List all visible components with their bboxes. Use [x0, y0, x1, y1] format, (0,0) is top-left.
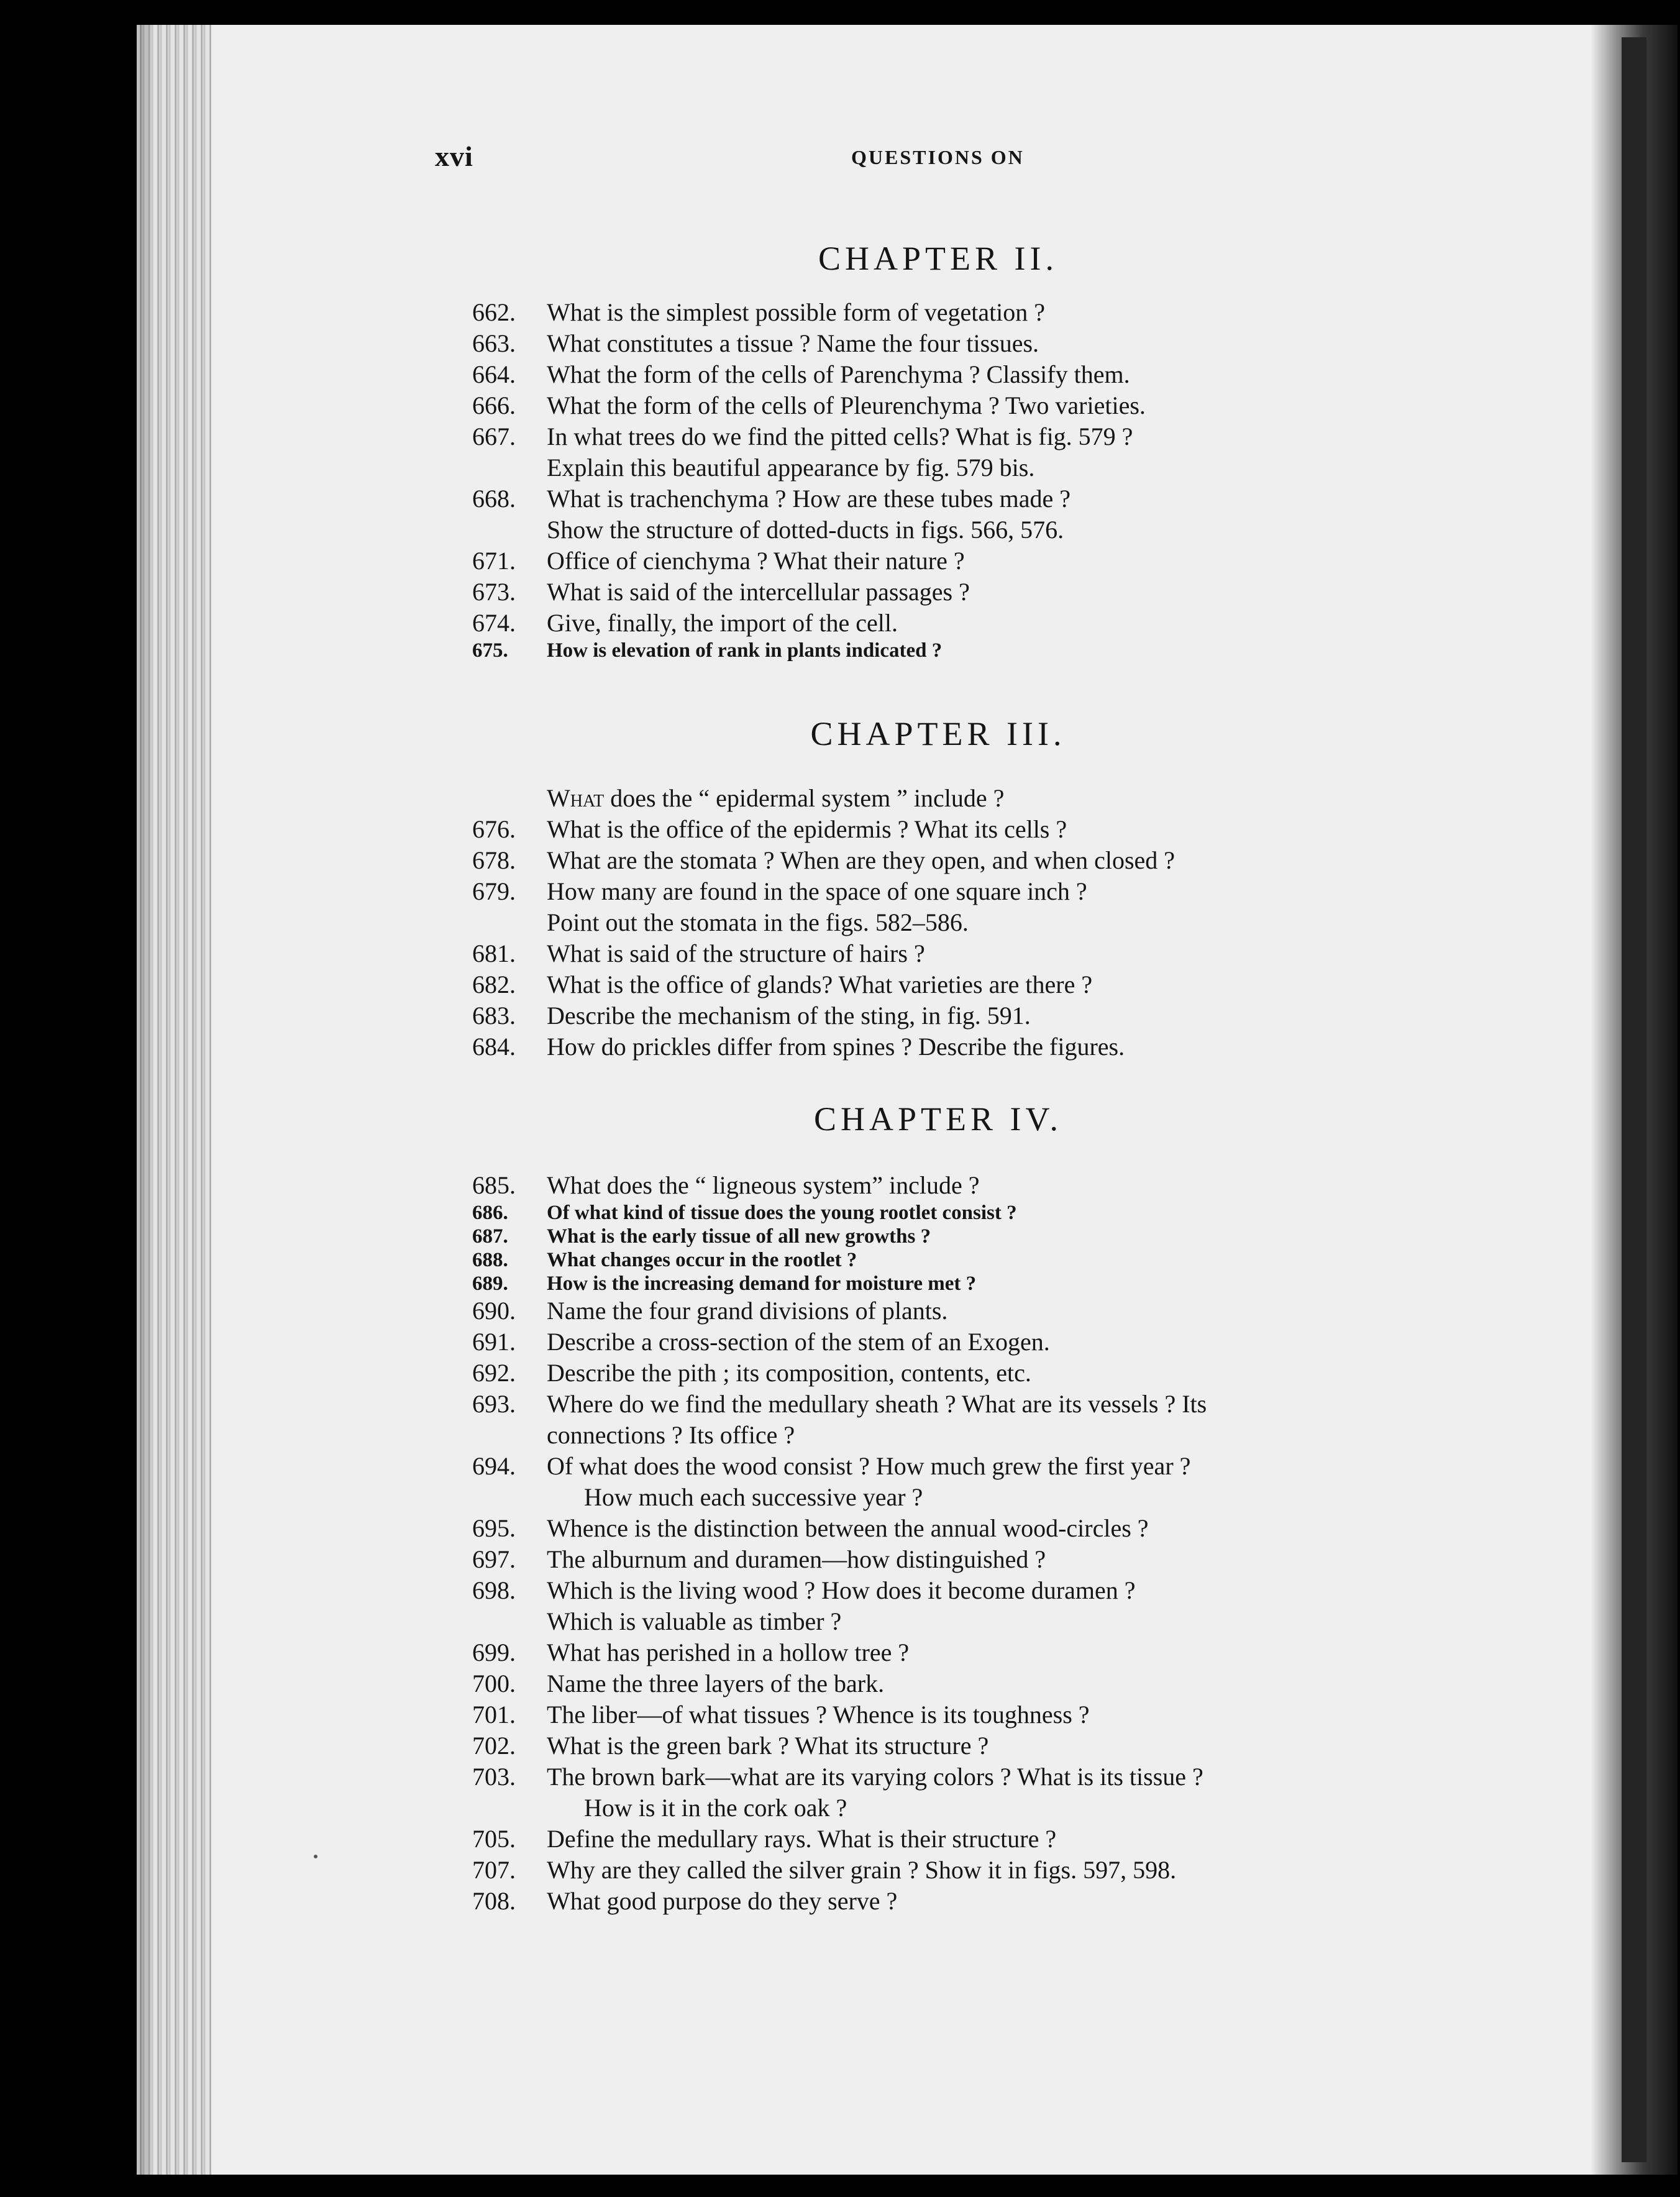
question-number: 702.: [472, 1732, 516, 1760]
question-line: [472, 938, 1466, 969]
question-text: What is the green bark ? What its structure ?: [547, 1732, 989, 1760]
question-line: [472, 639, 1466, 662]
page-edges: [137, 25, 211, 2175]
question-number: 678.: [472, 846, 516, 874]
question-continuation: [472, 452, 1466, 483]
question-number: 703.: [472, 1763, 516, 1791]
question-line: [472, 1513, 1466, 1544]
question-number: 676.: [472, 815, 516, 843]
question-line: [472, 390, 1466, 421]
chapter-2-heading: CHAPTER II.: [818, 240, 1058, 277]
question-text: What is trachenchyma ? How are these tubes made ?: [547, 485, 1071, 513]
question-line: [472, 328, 1466, 359]
question-line: [472, 546, 1466, 577]
question-continuation: [472, 1420, 1466, 1451]
question-line: [472, 421, 1466, 452]
question-line: [472, 1575, 1466, 1606]
question-number: 695.: [472, 1514, 516, 1542]
question-line: [472, 1855, 1466, 1886]
question-line: [472, 297, 1466, 328]
question-text: Of what does the wood consist ? How much grew the first year ?: [547, 1452, 1191, 1480]
question-number: 687.: [472, 1225, 508, 1248]
intro-lead-word: What: [547, 784, 605, 812]
question-text: connections ? Its office ?: [547, 1421, 795, 1449]
question-line: [472, 1248, 1466, 1272]
question-number: 668.: [472, 485, 516, 513]
question-text: How is elevation of rank in plants indicated ?: [547, 639, 943, 662]
question-text: What is said of the structure of hairs ?: [547, 939, 925, 967]
question-line: [472, 814, 1466, 845]
page-header: [435, 140, 1429, 177]
question-text: Name the four grand divisions of plants.: [547, 1297, 948, 1325]
question-continuation: [472, 907, 1466, 938]
question-text: The liber—of what tissues ? Whence is its toughness ?: [547, 1701, 1090, 1729]
question-line: [472, 1272, 1466, 1295]
question-text: Define the medullary rays. What is their structure ?: [547, 1825, 1057, 1853]
question-text: What is the simplest possible form of vegetation ?: [547, 298, 1046, 326]
question-line: [472, 1295, 1466, 1327]
question-number: 671.: [472, 547, 516, 575]
running-head: QUESTIONS ON: [851, 146, 1025, 168]
question-number: 688.: [472, 1249, 508, 1271]
question-number: 705.: [472, 1825, 516, 1853]
question-line: [472, 1327, 1466, 1358]
question-text: Where do we find the medullary sheath ? What are its vessels ? Its: [547, 1390, 1207, 1418]
question-number: 685.: [472, 1171, 516, 1199]
question-number: 682.: [472, 971, 516, 998]
question-text: The alburnum and duramen—how distinguished ?: [547, 1545, 1046, 1573]
question-number: 699.: [472, 1638, 516, 1666]
question-number: 692.: [472, 1359, 516, 1387]
question-line: [472, 608, 1466, 639]
question-continuation: [472, 1606, 1466, 1637]
question-text: Describe the mechanism of the sting, in fig. 591.: [547, 1002, 1031, 1030]
question-line: [472, 1225, 1466, 1248]
question-number: 681.: [472, 939, 516, 967]
question-text: How many are found in the space of one square inch ?: [547, 877, 1087, 905]
chapter-2-questions: [472, 297, 1466, 662]
question-line: [472, 1201, 1466, 1225]
question-text: What good purpose do they serve ?: [547, 1887, 898, 1915]
question-number: 691.: [472, 1328, 516, 1356]
question-line: [472, 1761, 1466, 1793]
question-number: 686.: [472, 1202, 508, 1224]
chapter-4-heading: CHAPTER IV.: [813, 1100, 1063, 1138]
question-text: Why are they called the silver grain ? Show it in figs. 597, 598.: [547, 1856, 1177, 1884]
question-text: What is the office of glands? What varieties are there ?: [547, 971, 1093, 998]
question-line: [472, 1730, 1466, 1761]
question-number: 698.: [472, 1576, 516, 1604]
print-speck: [314, 1855, 317, 1858]
chapter-3-questions: [472, 783, 1466, 1062]
question-text: Describe the pith ; its composition, contents, etc.: [547, 1359, 1031, 1387]
question-text: How much each successive year ?: [584, 1483, 923, 1511]
question-line: [472, 1389, 1466, 1420]
question-line: [472, 1668, 1466, 1699]
question-text: What the form of the cells of Pleurenchyma ? Two varieties.: [547, 391, 1146, 419]
question-number: 690.: [472, 1297, 516, 1325]
chapter-3-intro: [472, 783, 1466, 814]
question-text: What the form of the cells of Parenchyma ? Classify them.: [547, 360, 1130, 388]
question-text: Which is the living wood ? How does it become duramen ?: [547, 1576, 1136, 1604]
question-text: Show the structure of dotted-ducts in figs. 566, 576.: [547, 516, 1064, 544]
question-line: [472, 577, 1466, 608]
question-line: [472, 876, 1466, 907]
question-number: 708.: [472, 1887, 516, 1915]
question-line: [472, 359, 1466, 390]
question-number: 693.: [472, 1390, 516, 1418]
question-line: [472, 1031, 1466, 1062]
question-text: Of what kind of tissue does the young rootlet consist ?: [547, 1202, 1017, 1224]
question-text: Give, finally, the import of the cell.: [547, 609, 898, 637]
question-text: Describe a cross-section of the stem of an Exogen.: [547, 1328, 1050, 1356]
question-number: 664.: [472, 360, 516, 388]
question-number: 667.: [472, 422, 516, 450]
question-text: Point out the stomata in the figs. 582–586.: [547, 908, 969, 936]
question-number: 694.: [472, 1452, 516, 1480]
question-number: 684.: [472, 1033, 516, 1061]
question-text: What are the stomata ? When are they open, and when closed ?: [547, 846, 1176, 874]
question-line: [472, 969, 1466, 1000]
question-text: The brown bark—what are its varying colors ? What is its tissue ?: [547, 1763, 1203, 1791]
question-line: [472, 1000, 1466, 1031]
question-text: Which is valuable as timber ?: [547, 1607, 842, 1635]
question-number: 679.: [472, 877, 516, 905]
question-number: 697.: [472, 1545, 516, 1573]
question-line: [472, 1637, 1466, 1668]
chapter-3-heading: CHAPTER III.: [810, 715, 1066, 752]
question-number: 707.: [472, 1856, 516, 1884]
binding-shadow-inner: [1622, 37, 1646, 2162]
question-line: [472, 1544, 1466, 1575]
question-text: What has perished in a hollow tree ?: [547, 1638, 910, 1666]
question-text: How do prickles differ from spines ? Describe the figures.: [547, 1033, 1125, 1061]
question-text: Explain this beautiful appearance by fig. 579 bis.: [547, 454, 1035, 482]
question-line: [472, 1451, 1466, 1482]
question-text: What is the office of the epidermis ? What its cells ?: [547, 815, 1067, 843]
intro-text: does the “ epidermal system ” include ?: [604, 784, 1005, 812]
chapter-4-questions: [472, 1170, 1466, 1917]
question-text: How is it in the cork oak ?: [584, 1794, 847, 1822]
question-number: 700.: [472, 1669, 516, 1697]
question-text: What does the “ ligneous system” include ?: [547, 1171, 980, 1199]
question-continuation: [472, 1793, 1466, 1824]
question-text: What changes occur in the rootlet ?: [547, 1249, 857, 1271]
question-line: [472, 483, 1466, 514]
question-number: 663.: [472, 329, 516, 357]
question-number: 701.: [472, 1701, 516, 1729]
question-number: 675.: [472, 639, 508, 662]
question-text: What is the early tissue of all new growths ?: [547, 1225, 931, 1248]
question-text: How is the increasing demand for moisture met ?: [547, 1272, 977, 1295]
question-text: Office of cienchyma ? What their nature ?: [547, 547, 965, 575]
question-line: [472, 1886, 1466, 1917]
question-number: 662.: [472, 298, 516, 326]
question-number: 689.: [472, 1272, 508, 1295]
question-text: In what trees do we find the pitted cells? What is fig. 579 ?: [547, 422, 1133, 450]
page-number: xvi: [435, 140, 473, 172]
question-number: 683.: [472, 1002, 516, 1030]
question-continuation: [472, 1482, 1466, 1513]
question-line: [472, 1358, 1466, 1389]
question-line: [472, 1170, 1466, 1201]
question-text: Whence is the distinction between the annual wood-circles ?: [547, 1514, 1149, 1542]
question-line: [472, 1824, 1466, 1855]
question-number: 666.: [472, 391, 516, 419]
question-number: 674.: [472, 609, 516, 637]
question-text: Name the three layers of the bark.: [547, 1669, 885, 1697]
question-text: What constitutes a tissue ? Name the four tissues.: [547, 329, 1039, 357]
question-line: [472, 845, 1466, 876]
question-continuation: [472, 514, 1466, 546]
question-text: What is said of the intercellular passages ?: [547, 578, 970, 606]
question-number: 673.: [472, 578, 516, 606]
question-line: [472, 1699, 1466, 1730]
